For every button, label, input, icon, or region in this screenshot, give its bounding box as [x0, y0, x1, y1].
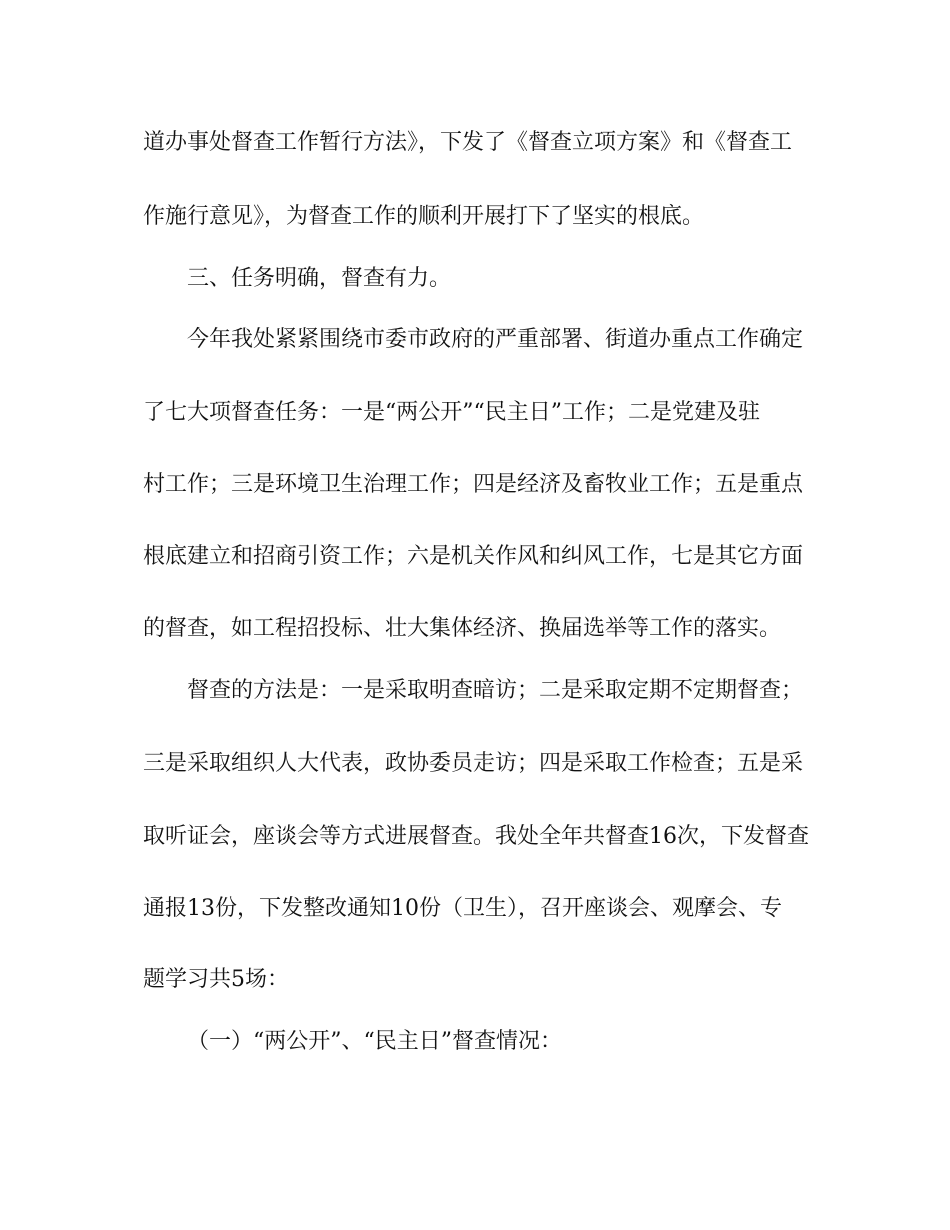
text-line-2: 作施行意见》，为督查工作的顺利开展打下了坚实的根底。 — [143, 204, 705, 229]
text-line-1: 道办事处督查工作暂行方法》，下发了《督查立项方案》和《督查工 — [143, 130, 793, 155]
text-line-11: 取听证会，座谈会等方式进展督查。我处全年共督查16次，下发督查 — [143, 824, 809, 849]
text-line-7: 根底建立和招商引资工作；六是机关作风和纠风工作，七是其它方面 — [143, 544, 804, 569]
text-line-10: 三是采取组织人大代表，政协委员走访；四是采取工作检查；五是采 — [143, 751, 804, 776]
text-line-5: 了七大项督查任务：一是“两公开”“民主日”工作；二是党建及驻 — [143, 400, 760, 425]
text-line-13: 题学习共5场： — [143, 967, 289, 992]
text-line-4: 今年我处紧紧围绕市委市政府的严重部署、街道办重点工作确定 — [187, 327, 804, 352]
section-heading-3: 三、任务明确，督查有力。 — [187, 266, 452, 291]
text-line-12: 通报13份，下发整改通知10份（卫生），召开座谈会、观摩会、专 — [143, 896, 782, 921]
subsection-heading: （一）“两公开”、“民主日”督查情况： — [187, 1029, 562, 1054]
text-line-6: 村工作；三是环境卫生治理工作；四是经济及畜牧业工作；五是重点 — [143, 472, 804, 497]
text-line-8: 的督查，如工程招投标、壮大集体经济、换届选举等工作的落实。 — [143, 616, 782, 641]
text-line-9: 督查的方法是：一是采取明查暗访；二是采取定期不定期督查； — [187, 678, 804, 703]
